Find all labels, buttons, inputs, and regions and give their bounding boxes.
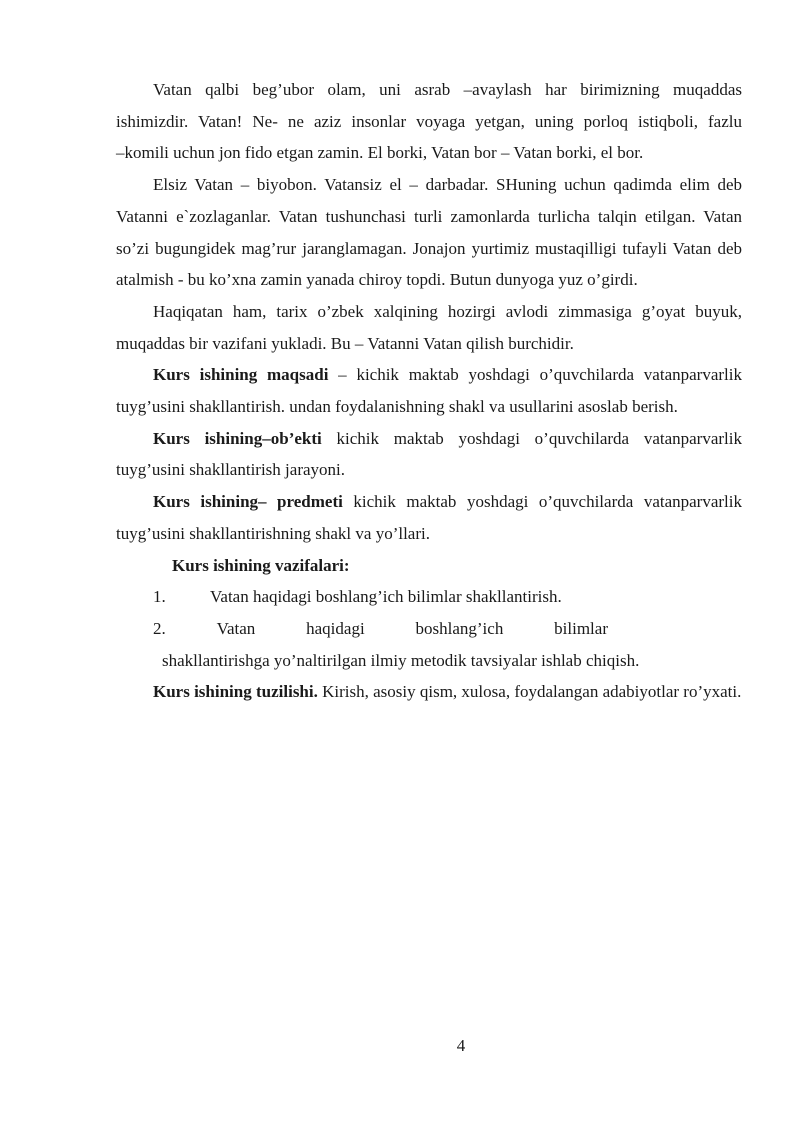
- paragraph-vatan-line3: –komili uchun jon fido etgan zamin. El borki, Vatan bor – Vatan borki, el bor.: [116, 143, 644, 163]
- tuzilishi-label: Kurs ishining tuzilishi.: [153, 682, 318, 702]
- obekt-text: kichik maktab yoshdagi o’quvchilarda vatanparvarlik tuyg’usini shakllantirish jarayoni.: [116, 428, 742, 480]
- task-word: bilimlar: [554, 618, 608, 638]
- task-word: boshlang’ich: [415, 618, 504, 638]
- maqsad-label: Kurs ishining maqsadi: [153, 365, 329, 385]
- task-word: Vatan: [216, 618, 256, 638]
- obekt-label: Kurs ishining–ob’ekti: [153, 428, 322, 448]
- paragraph-maqsad: [116, 359, 742, 422]
- task-item-2: [116, 613, 742, 676]
- paragraph-predmet: [116, 486, 742, 549]
- task-word: haqidagi: [306, 618, 365, 638]
- task-number: 2.: [153, 618, 166, 638]
- task-2-first-line: [153, 613, 608, 645]
- paragraph-haqiqatan: Haqiqatan ham, tarix o’zbek xalqining hozirgi avlodi zimmasiga g’oyat buyuk, muqaddas bir vazifani yukladi. Bu – Vatanni Vatan qilish burchidir.: [116, 301, 742, 353]
- page-content: [116, 74, 742, 708]
- paragraph-vatan-line1: Vatan qalbi beg’ubor olam, uni asrab –avaylash har birimizning muqaddas: [153, 80, 742, 99]
- tuzilishi-text: Kirish, asosiy qism, xulosa, foydalangan adabiyotlar ro’yxati.: [317, 682, 742, 702]
- page-number: 4: [456, 1036, 466, 1055]
- predmet-text: kichik maktab yoshdagi o’quvchilarda vatanparvarlik tuyg’usini shakllantirishning shakl va yo’llari.: [116, 492, 742, 543]
- task-2-continuation: shakllantirishga yo’naltirilgan ilmiy metodik tavsiyalar ishlab chiqish.: [162, 650, 640, 670]
- predmet-label: Kurs ishining– predmeti: [153, 492, 343, 512]
- paragraph-vatan-line2: ishimizdir. Vatan! Ne- ne aziz insonlar voyaga yetgan, uning porloq istiqboli, fazlu: [116, 111, 742, 131]
- paragraph-tuzilishi: [116, 676, 742, 708]
- paragraph-obekt: [116, 423, 742, 486]
- task-number: 1.: [153, 587, 166, 607]
- maqsad-text: – kichik maktab yoshdagi o’quvchilarda vatanparvarlik tuyg’usini shakllantirish. undan foydalanishning shakl va usullarini asoslab berish.: [116, 365, 742, 417]
- task-item-1: [116, 581, 742, 613]
- vazifalar-heading: Kurs ishining vazifalari:: [172, 555, 350, 575]
- task-text: Vatan haqidagi boshlang’ich bilimlar shakllantirish.: [210, 587, 562, 607]
- paragraph-elsiz-vatan: Elsiz Vatan – biyobon. Vatansiz el – darbadar. SHuning uchun qadimda elim deb Vatanni e`zozlaganlar. Vatan tushunchasi turli zamonlarda turlicha talqin etilgan. Vatan so’zi bugungidek mag’rur jaranglamagan. Jonajon yurtimiz mustaqilligi tufayli Vatan deb atalmish - bu ko’xna zamin yanada chiroy topdi. Butun dunyoga yuz o’girdi.: [116, 175, 742, 290]
